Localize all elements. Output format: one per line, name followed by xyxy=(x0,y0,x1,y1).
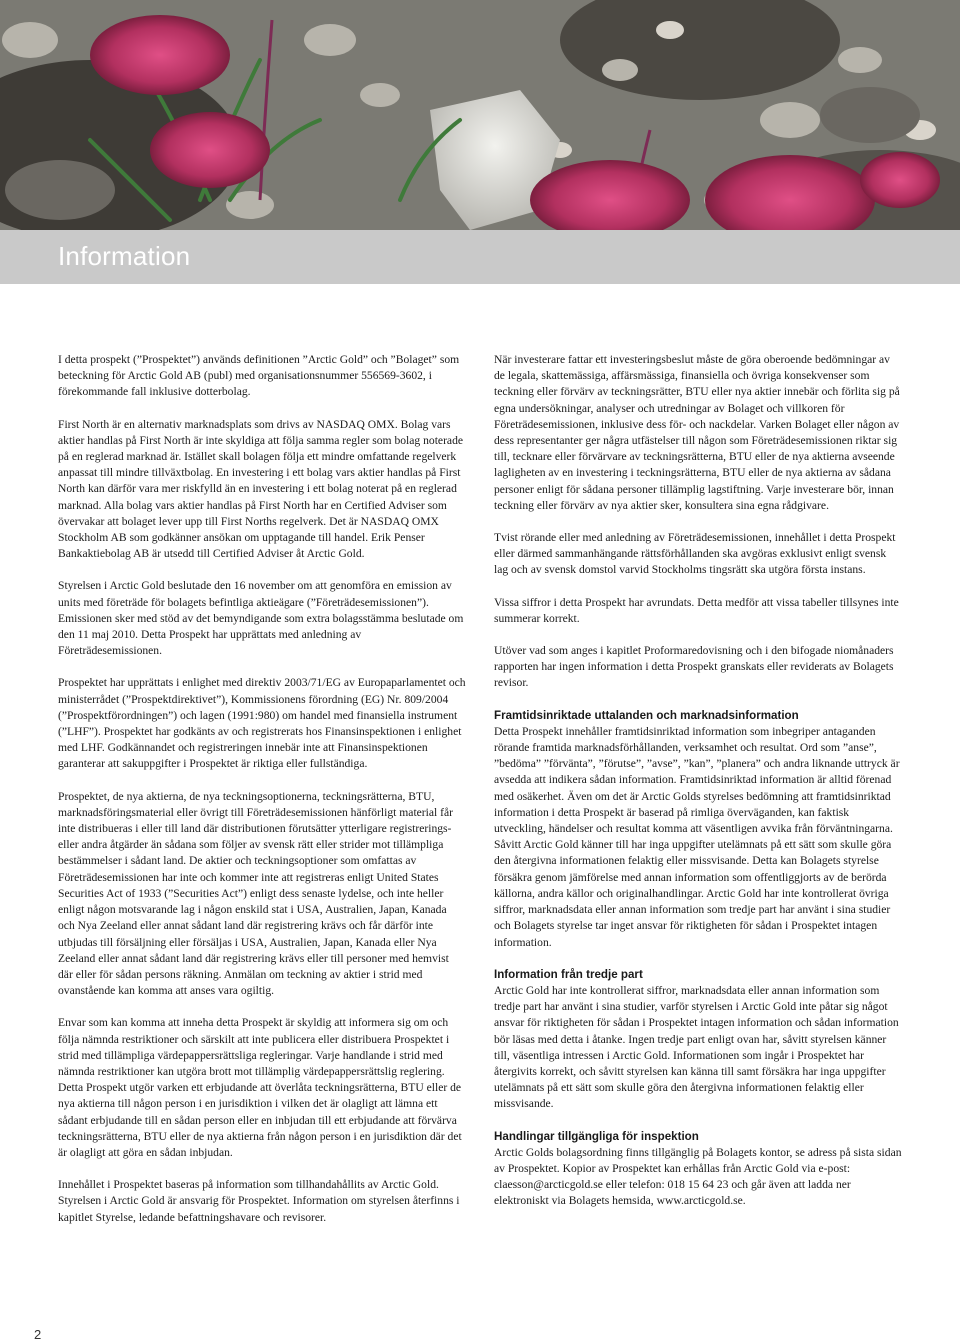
paragraph: Prospektet, de nya aktierna, de nya teckningsoptionerna, teckningsrätterna, BTU, marknadsföringsmaterial eller övrigt till Företrädesemissionen hänförligt material får inte distribueras i eller till land där distributionen förutsätter ytterligare registrerings- eller andra åtgärder än sådana som följer av svensk rätt eller strider mot tillämpliga bestämmelser i sådant land. De aktier och teckningsoptioner som omfattas av Företrädesemissionen har inte och kommer inte att registreras enligt United States Securities Act of 1933 (”Securities Act”) enligt dess senaste lydelse, och inte heller enligt någon motsvarande lag i någon enskild stat i USA, Australien, Japan, Kanada och Nya Zeeland eller annat sådant land där registrering krävs och får därför inte utbjudas till försäljning eller försäljas i USA, Australien, Japan, Kanada eller Nya Zeeland eller annat sådant land där registrering krävs eller till personer med hemvist där eller för sådan persons räkning. Anmälan om teckning av aktier i strid med ovanstående kan komma att anses vara ogiltig. xyxy=(58,789,454,998)
paragraph: Prospektet har upprättats i enlighet med direktiv 2003/71/EG av Europaparlamentet och ministerrådet (”Prospektdirektivet”), Kommissionens förordning (EG) Nr. 809/2004 (”Prospektförordningen”) och lagen (1991:980) om handel med finansiella instrument (”LHF”). Prospektet har godkänts av och registrerats hos Finansinspektionen i enlighet med LHF. Godkännandet och registreringen innebär inte att Finansinspektionen garanterar att sakuppgifter i Prospektet är riktiga eller fullständiga. xyxy=(58,676,466,771)
paragraph: När investerare fattar ett investeringsbeslut måste de göra oberoende bedömningar av de legala, skattemässiga, affärsmässiga, finansiella och övriga konsekvenser som teckning eller förvärv av teckningsrätter, BTU eller nya aktier innebär och förlita sig på egna undersökningar, analyser och utredningar av Bolaget och villkoren för Företrädesemissionen, inklusive dess för- och nackdelar. Varken Bolaget eller någon av dess representanter ger några utfästelser till någon som Företrädesemissionen riktar sig till, tecknare eller förvärvare av teckningsrätterna, BTU eller de nya aktierna avseende lagligheten av en investering i teckningsrätterna, BTU eller de nya aktierna av sådana personer enligt för sådana personer tillämplig lagstiftning. Varje investerare bör, innan teckning eller förvärv av nya aktier sker, konsultera sina egna rådgivare. xyxy=(494,353,900,512)
right-column xyxy=(494,352,902,1226)
section-text: Detta Prospekt innehåller framtidsinriktad information som inbegriper antaganden rörande framtida marknadsförhållanden, verksamhet och resultat. Ord som ”anse”, ”bedöma” ”förvänta”, ”förutse”, ”avse”, ”kan”, ”planera” och andra liknande uttryck är avsedda att indikera sådan information. Framtidsinriktad information är alltid förenad med osäkerhet. Även om det är Arctic Golds styrelses bedömning att framtidsinriktad information i detta Prospekt är baserad på rimliga överväganden, kan faktisk utveckling, händelser och resultat komma att väsentligen avvika från förväntningarna. Såvitt Arctic Gold känner till har inga uppgifter utelämnats på ett sätt som skulle göra den återgivna informationen felaktig eller missvisande. Detta kan Bolagets styrelse försäkra genom jämförelse med annan information som offentliggjorts av de berörda källorna, andra källor och originalhandlingar. Arctic Gold har inte kontrollerat övriga siffror, marknadsdata eller annan information som tredje part har använt i sina studier och Bolagets styrelse tar inget ansvar för riktigheten för sådan i Prospektet intagen information. xyxy=(494,724,900,949)
paragraph: Styrelsen i Arctic Gold beslutade den 16 november om att genomföra en emission av units med företräde för bolagets befintliga aktieägare (”Företrädesemissionen”). Emissionen sker med stöd av det bemyndigande som extra bolagsstämma beslutade om den 11 maj 2010. Detta Prospekt har upprättats med anledning av Företrädesemissionen. xyxy=(58,579,464,658)
page-number: 2 xyxy=(34,1327,42,1342)
title-band xyxy=(0,230,960,284)
left-column xyxy=(58,352,466,1242)
hero-photo xyxy=(0,0,960,230)
paragraph: First North är en alternativ marknadsplats som drivs av NASDAQ OMX. Bolag vars aktier handlas på First North är inte skyldiga att följa samma regler som bolag noterade på en reglerad marknad är. Istället skall bolagen följa ett mindre omfattande regelverk anpassat till mindre tillväxtbolag. En investering i ett bolag vars aktier handlas på First North kan därför vara mer riskfylld än en investering i ett bolag noterat på en reglerad marknad. Alla bolag vars aktier handlas på First North har en Certified Adviser som övervakar att bolaget lever upp till First Norths regelverk. Det är NASDAQ OMX Stockholm AB som godkänner ansökan om upptagande till handel. Erik Penser Bankaktiebolag AB är utsedd till Certified Adviser åt Arctic Gold. xyxy=(58,417,464,561)
section-text: Arctic Gold har inte kontrollerat siffror, marknadsdata eller annan information som tredje part har använt i sina studier, varför styrelsen i Arctic Gold inte påtar sig något ansvar för riktigheten för sådan i Prospektet intagen information och sådan information bör läsas med detta i åtanke. Ingen tredje part enligt ovan har, såvitt styrelsen känner till, väsentliga intressen i Arctic Gold. Informationen som ingår i Prospektet har återgivits korrekt, och såvitt styrelsen kan känna till samt försäkra har inga uppgifter utelämnats på ett sätt som skulle göra den återgivna informationen felaktig eller missvisande. xyxy=(494,983,899,1111)
paragraph: I detta prospekt (”Prospektet”) används definitionen ”Arctic Gold” och ”Bolaget” som beteckning för Arctic Gold AB (publ) med organisationsnummer 556569-3602, i förekommande fall inklusive dotterbolag. xyxy=(58,353,460,399)
section-heading: Framtidsinriktade uttalanden och marknadsinformation xyxy=(494,708,799,722)
paragraph: Utöver vad som anges i kapitlet Proformaredovisning och i den bifogade niomånaders rapporten har ingen information i detta Prospekt granskats eller reviderats av Bolagets revisor. xyxy=(494,644,894,690)
flower-photo-icon xyxy=(0,0,960,230)
paragraph: Tvist rörande eller med anledning av Företrädesemissionen, innehållet i detta Prospekt eller därmed sammanhängande rättsförhållanden ska avgöras exklusivt enligt svensk lag och av svensk domstol varvid Stockholms tingsrätt ska utgöra första instans. xyxy=(494,531,896,577)
paragraph: Envar som kan komma att inneha detta Prospekt är skyldig att informera sig om och följa nämnda restriktioner och särskilt att inte publicera eller distribuera Prospektet i strid med tillämpliga värdepappersrättsliga regleringar. Varje handlande i strid med nämnda restriktioner kan utgöra brott mot tillämplig värdepappersrättslig reglering. Detta Prospekt utgör varken ett erbjudande att överlåta teckningsrätterna, BTU eller de nya aktierna till någon person i en jurisdiktion i vilken det är olagligt att lämna ett sådant erbjudande till en sådan person eller en inbjudan till ett erbjudande att förvärva teckningsrätterna, BTU eller de nya aktierna från någon person i en jurisdiktion där det är olagligt att göra en sådan inbjudan. xyxy=(58,1016,462,1159)
section-heading: Information från tredje part xyxy=(494,967,643,981)
page-title: Information xyxy=(58,241,191,271)
paragraph: Innehållet i Prospektet baseras på information som tillhandahållits av Arctic Gold. Styrelsen i Arctic Gold är ansvarig för Prospektet. Information om styrelsen återfinns i kapitlet Styrelse, ledande befattningshavare och revisorer. xyxy=(58,1178,460,1224)
section-text: Arctic Golds bolagsordning finns tillgänglig på Bolagets kontor, se adress på sista sidan av Prospektet. Kopior av Prospektet kan erhållas från Arctic Gold via e-post: claesson@arcticgold.se eller telefon: 018 15 64 23 och går även att ladda ner elektroniskt via Bolagets hemsida, www.arcticgold.se. xyxy=(494,1145,902,1208)
section-heading: Handlingar tillgängliga för inspektion xyxy=(494,1129,699,1143)
paragraph: Vissa siffror i detta Prospekt har avrundats. Detta medför att vissa tabeller tillsynes inte summerar korrekt. xyxy=(494,595,899,625)
